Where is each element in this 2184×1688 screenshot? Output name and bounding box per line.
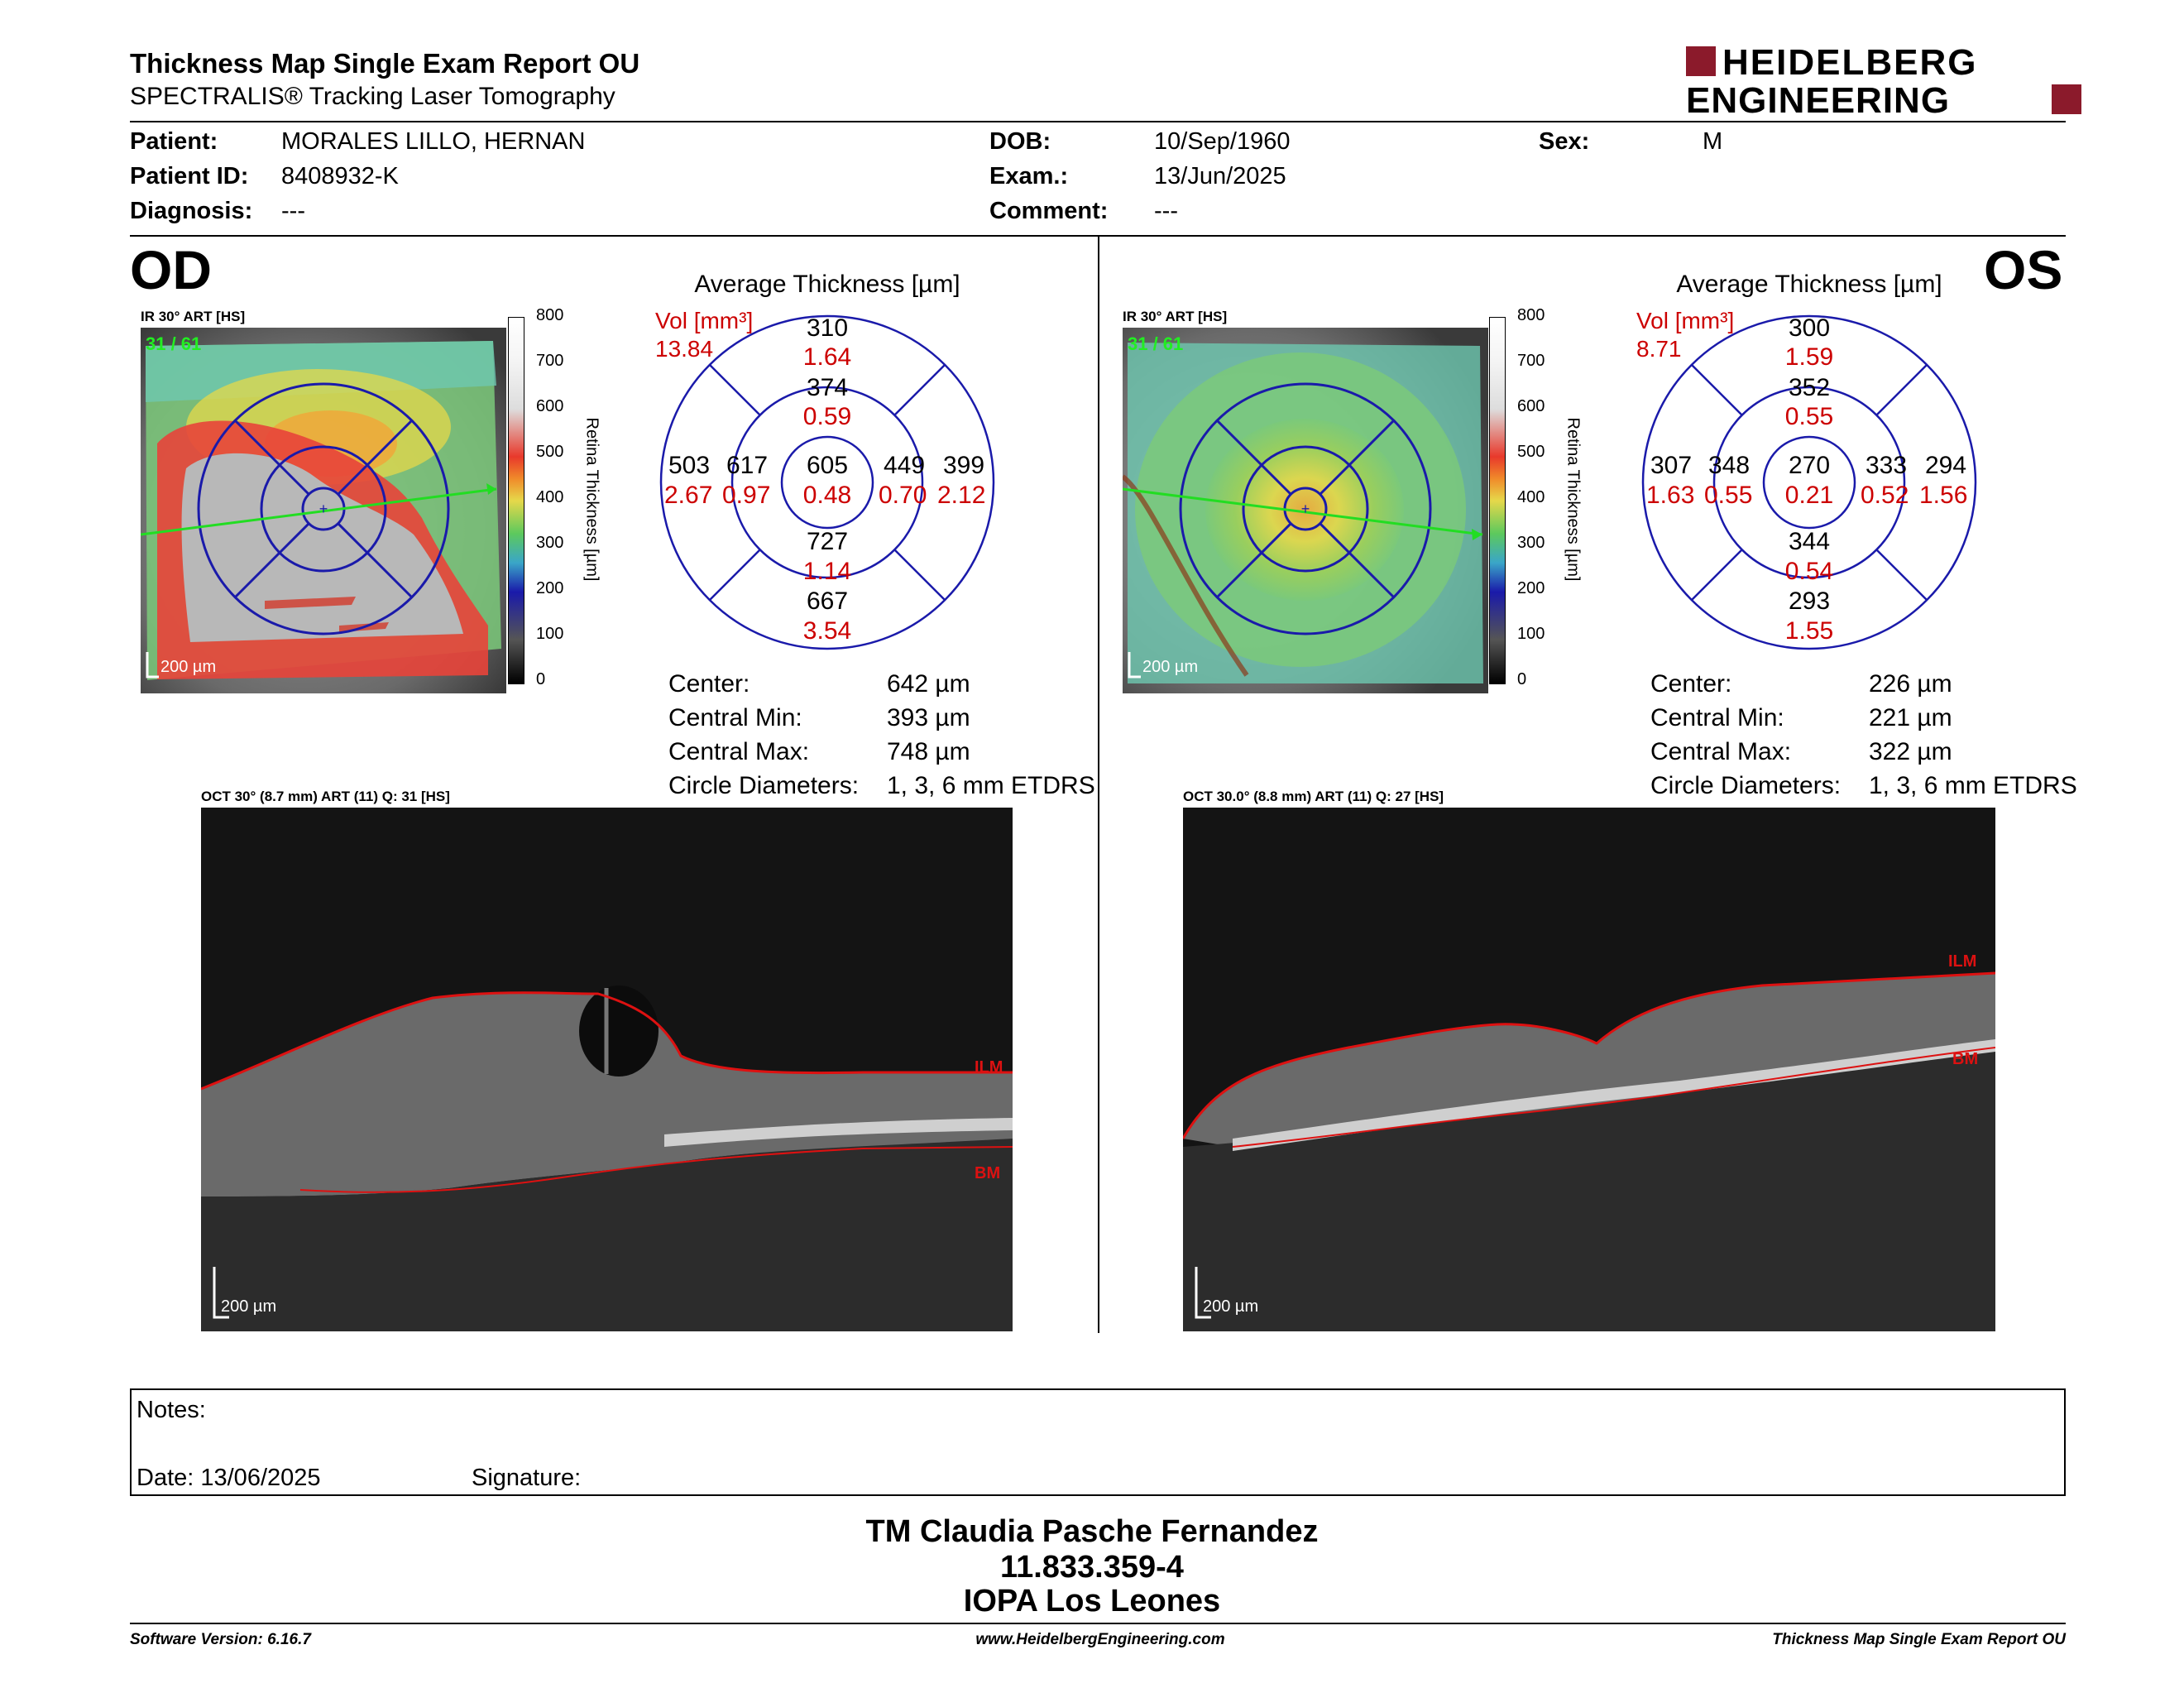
- od-circ-label: Circle Diameters:: [668, 772, 860, 799]
- od-bm-label: BM: [975, 1164, 1001, 1182]
- od-outer-inf-thickness: 667: [807, 587, 849, 615]
- tick: 400: [1517, 488, 1545, 506]
- tick: 300: [536, 534, 564, 552]
- dob-value: 10/Sep/1960: [1154, 128, 1291, 155]
- od-eye-label: OD: [130, 239, 212, 300]
- os-center-vol: 0.21: [1784, 482, 1834, 509]
- os-eye-label: OS: [1984, 239, 2063, 300]
- tick: 500: [1517, 443, 1545, 461]
- tick: 700: [536, 352, 564, 370]
- os-inner-inf-vol: 0.54: [1784, 558, 1834, 585]
- os-colorscale-title: Retina Thickness [µm]: [1564, 417, 1583, 582]
- os-outer-sup-thickness: 300: [1789, 314, 1831, 342]
- sex-value: M: [1703, 128, 1723, 155]
- patient-id: 8408932-K: [281, 163, 399, 189]
- od-oct-bscan: [201, 808, 1013, 1331]
- signoff-org: IOPA Los Leones: [963, 1584, 1221, 1618]
- os-frame-counter: 31 / 61: [1128, 333, 1184, 354]
- os-bm-label: BM: [1952, 1050, 1979, 1068]
- od-colorscale-ticks: [536, 306, 569, 695]
- logo-line2: ENGINEERING: [1686, 80, 1951, 117]
- os-outer-sup-vol: 1.59: [1784, 343, 1834, 371]
- os-ilm-label: ILM: [1948, 952, 1977, 971]
- os-circ-label: Circle Diameters:: [1650, 772, 1842, 799]
- tick: 800: [536, 306, 564, 324]
- dob-label: DOB:: [989, 128, 1051, 155]
- od-scalebar-label: 200 µm: [160, 658, 217, 676]
- od-center-label: Center:: [668, 670, 750, 698]
- od-center-vol: 0.48: [802, 482, 852, 509]
- od-colorscale-bar: [508, 317, 524, 684]
- os-oct-scalebar: 200 µm: [1203, 1297, 1259, 1316]
- comment-label: Comment:: [989, 198, 1109, 224]
- footer-divider: [130, 1623, 2066, 1624]
- os-avg-title: Average Thickness [µm]: [1676, 271, 1942, 298]
- od-inner-sup-vol: 0.59: [802, 403, 852, 430]
- os-inner-temp-vol: 0.55: [1704, 482, 1753, 509]
- os-colorscale-bar: [1489, 317, 1506, 684]
- sex-label: Sex:: [1539, 128, 1590, 155]
- signature-label: Signature:: [472, 1465, 582, 1491]
- od-inner-temp-vol: 0.97: [722, 482, 771, 509]
- os-inner-nas-thickness: 333: [1866, 452, 1908, 479]
- tick: 0: [1517, 670, 1527, 688]
- software-version: Software Version: 6.16.7: [130, 1631, 311, 1648]
- os-scalebar-label: 200 µm: [1142, 658, 1199, 676]
- od-inner-sup-thickness: 374: [807, 374, 849, 401]
- od-inner-inf-thickness: 727: [807, 528, 849, 555]
- od-cmin-label: Central Min:: [668, 704, 802, 731]
- header-divider: [130, 121, 2066, 122]
- od-center-thickness: 605: [807, 452, 849, 479]
- website-link[interactable]: www.HeidelbergEngineering.com: [975, 1631, 1225, 1648]
- tick: 800: [1517, 306, 1545, 324]
- report-subtitle: SPECTRALIS® Tracking Laser Tomography: [130, 83, 615, 110]
- od-outer-sup-thickness: 310: [807, 314, 849, 342]
- od-inner-temp-thickness: 617: [726, 452, 769, 479]
- od-oct-scalebar: 200 µm: [221, 1297, 277, 1316]
- os-cmin-value: 221 µm: [1869, 704, 1952, 731]
- od-outer-sup-vol: 1.64: [802, 343, 852, 371]
- os-cmax-label: Central Max:: [1650, 738, 1792, 765]
- od-frame-counter: 31 / 61: [146, 333, 202, 354]
- tick: 200: [1517, 579, 1545, 597]
- os-inner-inf-thickness: 344: [1789, 528, 1831, 555]
- os-center-label: Center:: [1650, 670, 1732, 698]
- os-inner-temp-thickness: 348: [1708, 452, 1751, 479]
- od-circ-value: 1, 3, 6 mm ETDRS: [887, 772, 1095, 799]
- os-oct-label: OCT 30.0° (8.8 mm) ART (11) Q: 27 [HS]: [1183, 789, 1444, 804]
- os-outer-nas-vol: 1.56: [1919, 482, 1968, 509]
- os-vol-total: 8.71: [1636, 336, 1682, 362]
- od-vol-label: Vol [mm³]: [655, 308, 754, 333]
- diagnosis-value: ---: [281, 198, 305, 224]
- patient-id-label: Patient ID:: [130, 163, 249, 189]
- od-inner-nas-thickness: 449: [884, 452, 926, 479]
- os-cmax-value: 322 µm: [1869, 738, 1952, 765]
- od-thickness-map: [141, 328, 506, 693]
- tick: 700: [1517, 352, 1545, 370]
- tick: 0: [536, 670, 546, 688]
- notes-box[interactable]: [130, 1388, 2066, 1496]
- os-center-value: 226 µm: [1869, 670, 1952, 698]
- tick: 600: [1517, 397, 1545, 415]
- od-colorscale-title: Retina Thickness [µm]: [582, 417, 601, 582]
- od-center-value: 642 µm: [887, 670, 970, 698]
- tick: 100: [1517, 625, 1545, 643]
- od-ilm-label: ILM: [975, 1058, 1003, 1077]
- os-oct-bscan: [1183, 808, 1995, 1331]
- od-outer-temp-thickness: 503: [668, 452, 711, 479]
- os-inner-sup-thickness: 352: [1789, 374, 1831, 401]
- od-ir-label: IR 30° ART [HS]: [141, 309, 246, 324]
- eye-divider: [1098, 237, 1099, 1333]
- os-outer-inf-thickness: 293: [1789, 587, 1831, 615]
- heidelberg-logo: [1686, 45, 2081, 117]
- patient-label: Patient:: [130, 128, 218, 155]
- os-inner-nas-vol: 0.52: [1861, 482, 1909, 509]
- od-cmax-label: Central Max:: [668, 738, 810, 765]
- tick: 300: [1517, 534, 1545, 552]
- diagnosis-label: Diagnosis:: [130, 198, 253, 224]
- tick: 100: [536, 625, 564, 643]
- exam-label: Exam.:: [989, 163, 1069, 189]
- od-cmin-value: 393 µm: [887, 704, 970, 731]
- od-avg-title: Average Thickness [µm]: [694, 271, 960, 298]
- os-thickness-map: [1123, 328, 1488, 693]
- tick: 400: [536, 488, 564, 506]
- od-outer-nas-vol: 2.12: [937, 482, 986, 509]
- report-title: Thickness Map Single Exam Report OU: [130, 48, 640, 79]
- os-outer-temp-thickness: 307: [1650, 452, 1693, 479]
- notes-label: Notes:: [136, 1397, 206, 1423]
- od-cmax-value: 748 µm: [887, 738, 970, 765]
- comment-value: ---: [1154, 198, 1178, 224]
- footer-report-name: Thickness Map Single Exam Report OU: [1772, 1631, 2066, 1648]
- od-outer-nas-thickness: 399: [943, 452, 985, 479]
- od-outer-temp-vol: 2.67: [664, 482, 713, 509]
- tick: 500: [536, 443, 564, 461]
- os-colorscale-ticks: [1517, 306, 1550, 695]
- exam-value: 13/Jun/2025: [1154, 163, 1286, 189]
- od-vol-total: 13.84: [655, 336, 714, 362]
- tick: 200: [536, 579, 564, 597]
- od-inner-nas-vol: 0.70: [879, 482, 927, 509]
- signoff-name: TM Claudia Pasche Fernandez: [865, 1514, 1319, 1549]
- date-label: Date: 13/06/2025: [136, 1465, 321, 1491]
- od-center-cross-icon: +: [318, 501, 328, 517]
- signoff-id: 11.833.359-4: [1000, 1550, 1184, 1585]
- os-vol-label: Vol [mm³]: [1636, 308, 1735, 333]
- od-outer-inf-vol: 3.54: [802, 617, 852, 645]
- os-inner-sup-vol: 0.55: [1784, 403, 1834, 430]
- patient-name: MORALES LILLO, HERNAN: [281, 128, 586, 155]
- os-circ-value: 1, 3, 6 mm ETDRS: [1869, 772, 2077, 799]
- os-cmin-label: Central Min:: [1650, 704, 1784, 731]
- os-ir-label: IR 30° ART [HS]: [1123, 309, 1228, 324]
- os-outer-inf-vol: 1.55: [1784, 617, 1834, 645]
- os-outer-nas-thickness: 294: [1925, 452, 1967, 479]
- logo-line1: HEIDELBERG: [1722, 45, 1978, 83]
- tick: 600: [536, 397, 564, 415]
- os-outer-temp-vol: 1.63: [1646, 482, 1695, 509]
- os-center-cross-icon: +: [1300, 501, 1310, 517]
- od-inner-inf-vol: 1.14: [802, 558, 852, 585]
- os-center-thickness: 270: [1789, 452, 1831, 479]
- od-oct-label: OCT 30° (8.7 mm) ART (11) Q: 31 [HS]: [201, 789, 450, 804]
